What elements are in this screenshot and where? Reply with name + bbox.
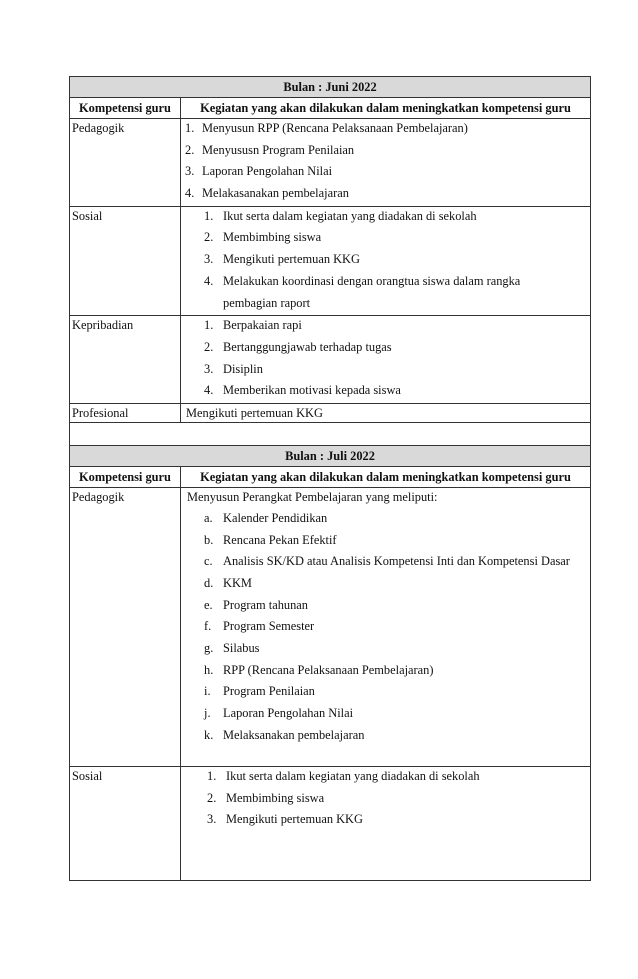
list-item-marker: f.	[204, 619, 212, 634]
column-header-row	[70, 466, 591, 487]
list-item-text: Melakukan koordinasi dengan orangtua siswa dalam rangka	[223, 273, 521, 288]
list-item	[181, 767, 590, 789]
list-item	[181, 141, 590, 163]
list-item-marker: 1.	[185, 121, 195, 135]
list-item-text: Disiplin	[223, 361, 263, 376]
table-row	[70, 487, 591, 766]
list-item	[181, 639, 590, 661]
list-item-marker: 4.	[204, 383, 214, 398]
list-item	[181, 338, 590, 360]
activity-cell	[181, 316, 591, 404]
list-item-marker: j.	[204, 706, 211, 721]
list-item-marker: 2.	[207, 790, 217, 805]
list-item	[181, 531, 590, 553]
month-title: Bulan : Juli 2022	[70, 445, 591, 466]
activity-list	[181, 207, 590, 315]
list-item-marker: k.	[204, 727, 214, 742]
list-item-marker: 3.	[207, 812, 217, 827]
column-header-activities: Kegiatan yang akan dilakukan dalam meningkatkan kompetensi guru	[181, 98, 591, 119]
list-item-text: Analisis SK/KD atau Analisis Kompetensi Inti dan Kompetensi Dasar	[223, 554, 570, 569]
list-item-marker: a.	[204, 510, 213, 525]
activity-cell	[181, 206, 591, 315]
list-item-text: Program tahunan	[223, 597, 308, 612]
list-item-marker: h.	[204, 662, 214, 677]
list-item-text: Melaksanakan pembelajaran	[223, 727, 365, 742]
list-item-text: Program Semester	[223, 619, 315, 634]
list-item-marker: 3.	[185, 164, 195, 179]
column-header-row	[70, 98, 591, 119]
list-item	[181, 617, 590, 639]
list-item-marker: 1.	[207, 768, 217, 783]
list-item-text: Program Penilaian	[223, 684, 315, 699]
list-item-marker: b.	[204, 532, 214, 547]
list-item-text: Membimbing siswa	[226, 790, 325, 805]
month-header-row	[70, 77, 591, 98]
competency-label: Sosial	[70, 766, 181, 880]
list-item-marker: 4.	[185, 186, 195, 201]
list-item-marker: i.	[204, 684, 211, 699]
list-item-text: Melakasanakan pembelajaran	[202, 186, 349, 201]
table-row	[70, 316, 591, 404]
list-item-text: Kalender Pendidikan	[223, 510, 328, 525]
list-item-text: Mengikuti pertemuan KKG	[223, 252, 360, 267]
activity-list	[181, 119, 590, 206]
list-item-marker: 4.	[204, 273, 214, 288]
activity-text: Mengikuti pertemuan KKG	[186, 405, 323, 420]
list-item-text: Silabus	[223, 641, 260, 656]
list-item	[181, 726, 590, 748]
list-item-marker: c.	[204, 554, 213, 569]
list-item	[181, 272, 590, 294]
list-item-marker: 3.	[204, 252, 214, 267]
list-item	[181, 574, 590, 596]
list-item	[181, 552, 590, 574]
month-header-row	[70, 445, 591, 466]
column-header-competency: Kompetensi guru	[70, 466, 181, 487]
list-item-text: Laporan Pengolahan Nilai	[202, 164, 333, 179]
activity-intro: Menyusun Perangkat Pembelajaran yang meliputi:	[187, 489, 438, 504]
list-item	[181, 119, 590, 141]
competency-label: Pedagogik	[70, 487, 181, 766]
list-item-text: Menyususn Program Penilaian	[202, 142, 355, 157]
list-item-marker: 2.	[185, 142, 195, 157]
list-item-text: KKM	[223, 576, 252, 590]
list-item-marker: 1.	[204, 318, 214, 333]
list-item-text: Berpakaian rapi	[223, 318, 302, 333]
list-item	[181, 810, 590, 832]
list-item-marker: 3.	[204, 361, 214, 376]
column-header-activities: Kegiatan yang akan dilakukan dalam meningkatkan kompetensi guru	[181, 466, 591, 487]
list-item-marker: 2.	[204, 339, 214, 354]
list-item-text: Menyusun RPP (Rencana Pelaksanaan Pembelajaran)	[202, 121, 468, 135]
competency-label: Kepribadian	[70, 316, 181, 404]
competency-label: Pedagogik	[70, 119, 181, 207]
table-row	[70, 403, 591, 422]
activity-cell	[181, 766, 591, 880]
list-item	[181, 381, 590, 403]
list-item-text: Mengikuti pertemuan KKG	[226, 812, 363, 827]
list-item	[181, 250, 590, 272]
spacer-row	[70, 422, 591, 445]
list-item-text: Bertanggungjawab terhadap tugas	[223, 339, 392, 354]
list-item-marker: e.	[204, 597, 213, 612]
competency-plan-table	[69, 76, 591, 881]
list-item-marker: 1.	[204, 208, 214, 223]
list-item-text: Memberikan motivasi kepada siswa	[223, 383, 401, 398]
activity-list	[181, 509, 590, 748]
list-item	[181, 184, 590, 206]
list-item	[181, 294, 590, 316]
table-row	[70, 119, 591, 207]
list-item	[181, 661, 590, 683]
list-item	[181, 509, 590, 531]
list-item-text: Membimbing siswa	[223, 230, 322, 245]
list-item-text: pembagian raport	[223, 295, 311, 310]
list-item	[181, 789, 590, 811]
table-row	[70, 766, 591, 880]
list-item-marker: 2.	[204, 230, 214, 245]
list-item	[181, 360, 590, 382]
list-item-text: RPP (Rencana Pelaksanaan Pembelajaran)	[223, 662, 434, 677]
list-item-marker: g.	[204, 641, 214, 656]
list-item	[181, 596, 590, 618]
list-item-marker: d.	[204, 576, 214, 590]
column-header-competency: Kompetensi guru	[70, 98, 181, 119]
list-item	[181, 704, 590, 726]
activity-cell	[181, 403, 591, 422]
month-title: Bulan : Juni 2022	[70, 77, 591, 98]
list-item	[181, 207, 590, 229]
competency-label: Profesional	[70, 403, 181, 422]
activity-cell	[181, 487, 591, 766]
list-item-text: Rencana Pekan Efektif	[223, 532, 337, 547]
activity-cell	[181, 119, 591, 207]
list-item-text: Laporan Pengolahan Nilai	[223, 706, 354, 721]
list-item-text: Ikut serta dalam kegiatan yang diadakan di sekolah	[226, 768, 480, 783]
competency-label: Sosial	[70, 206, 181, 315]
list-item	[181, 228, 590, 250]
activity-list	[181, 316, 590, 403]
list-item	[181, 162, 590, 184]
list-item	[181, 316, 590, 338]
table-row	[70, 206, 591, 315]
list-item-text: Ikut serta dalam kegiatan yang diadakan di sekolah	[223, 208, 477, 223]
list-item	[181, 682, 590, 704]
activity-list	[181, 767, 590, 832]
